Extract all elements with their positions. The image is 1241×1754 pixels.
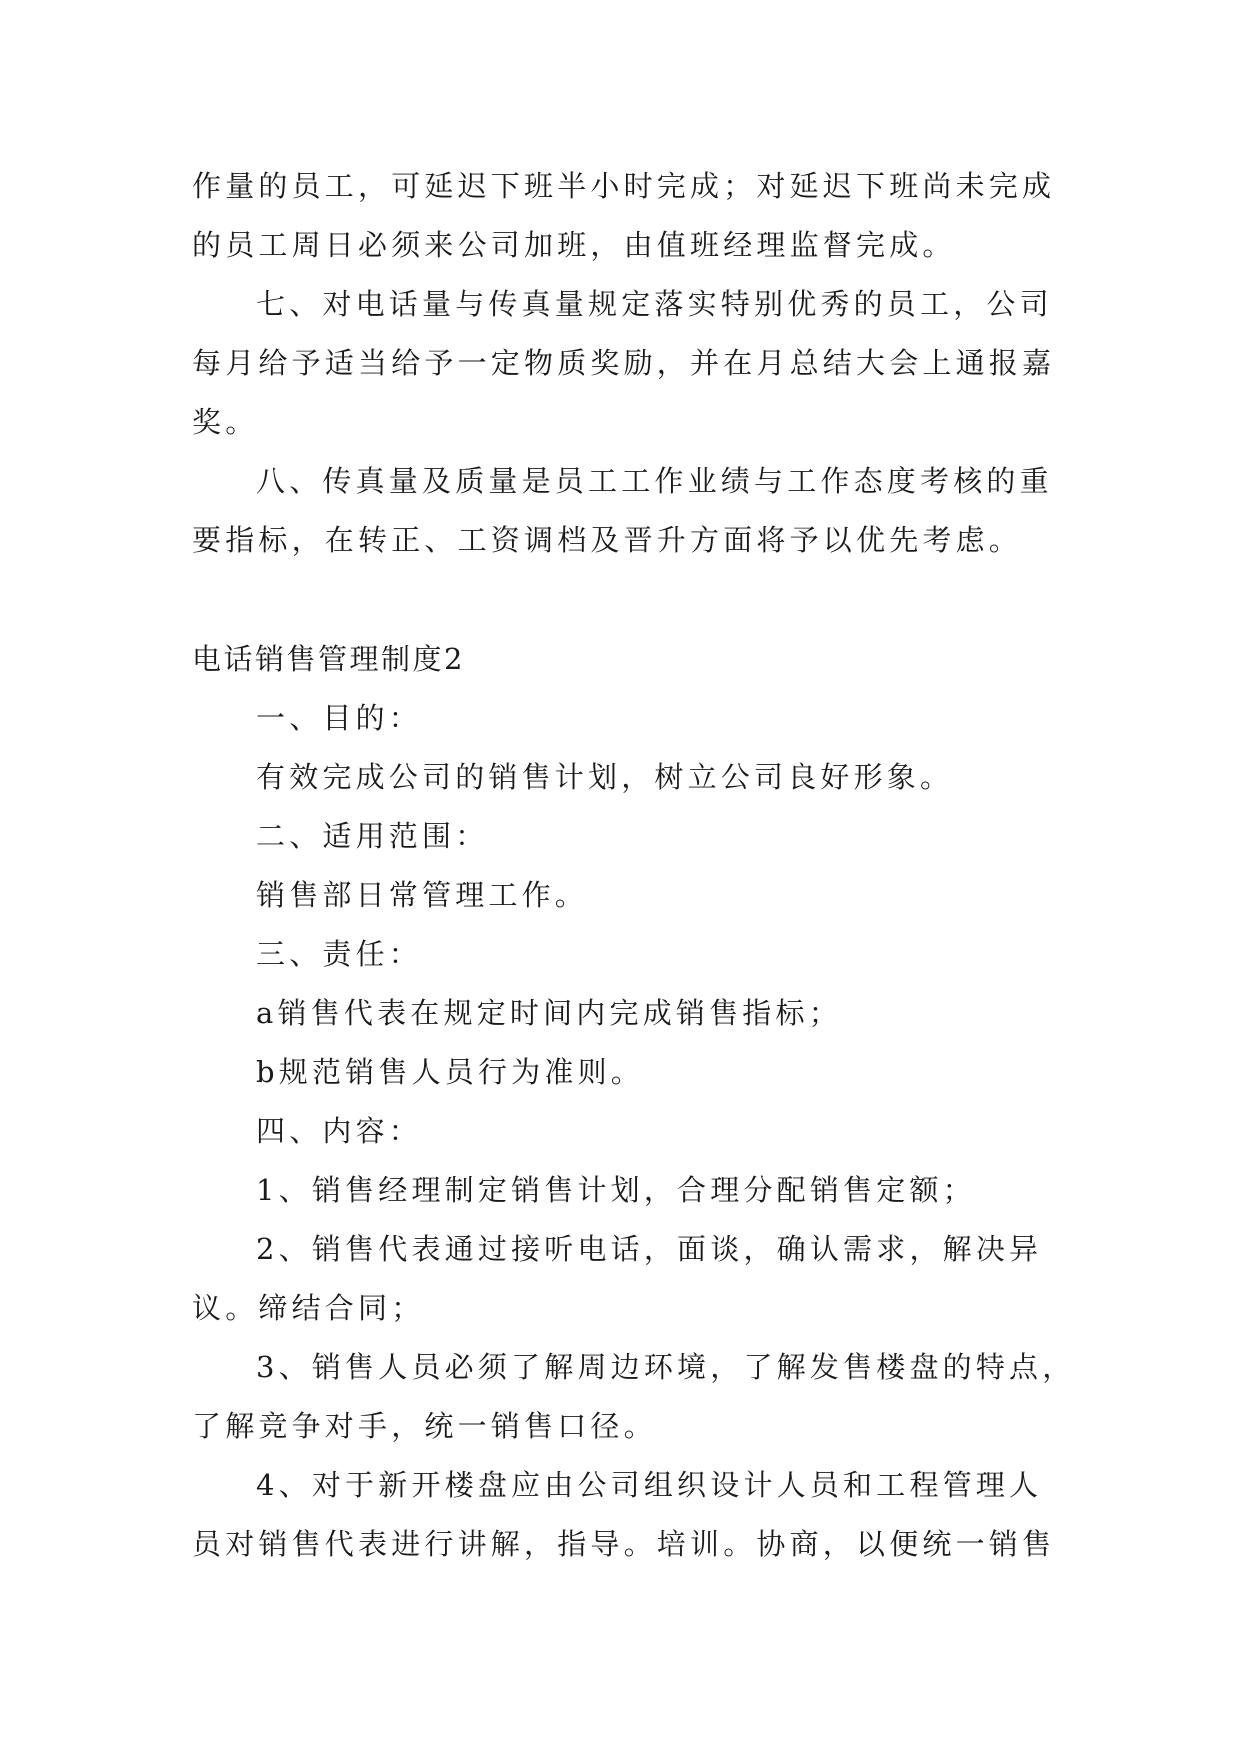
section-heading: 电话销售管理制度2 — [192, 642, 465, 676]
paragraph-line: 奖。 — [192, 405, 259, 439]
paragraph-line: 4、对于新开楼盘应由公司组织设计人员和工程管理人 — [256, 1468, 1043, 1502]
paragraph-line: 2、销售代表通过接听电话，面谈，确认需求，解决异 — [256, 1232, 1043, 1266]
paragraph-line: 二、适用范围： — [256, 819, 489, 853]
paragraph-line: 3、销售人员必须了解周边环境，了解发售楼盘的特点， — [256, 1350, 1076, 1384]
paragraph-line: 一、目的： — [256, 701, 423, 735]
section-gap — [192, 570, 1062, 630]
paragraph-line: 要指标，在转正、工资调档及晋升方面将予以优先考虑。 — [192, 523, 1023, 557]
paragraph-line: 有效完成公司的销售计划，树立公司良好形象。 — [256, 760, 954, 794]
paragraph-line: 八、传真量及质量是员工工作业绩与工作态度考核的重 — [256, 464, 1053, 498]
paragraph-line: 员对销售代表进行讲解，指导。培训。协商，以便统一销售 — [192, 1527, 1056, 1561]
paragraph-line: a销售代表在规定时间内完成销售指标； — [256, 996, 842, 1030]
paragraph-line: 三、责任： — [256, 937, 423, 971]
paragraph-line: 的员工周日必须来公司加班，由值班经理监督完成。 — [192, 228, 956, 262]
document-body — [192, 157, 1076, 1574]
paragraph-line: 四、内容： — [256, 1114, 423, 1148]
paragraph-line: b规范销售人员行为准则。 — [256, 1055, 644, 1089]
paragraph-line: 作量的员工，可延迟下班半小时完成；对延迟下班尚未完成 — [192, 169, 1056, 203]
paragraph-line: 七、对电话量与传真量规定落实特别优秀的员工，公司 — [256, 287, 1053, 321]
paragraph-line: 1、销售经理制定销售计划，合理分配销售定额； — [256, 1173, 976, 1207]
paragraph-line: 销售部日常管理工作。 — [256, 878, 589, 912]
paragraph-line: 了解竞争对手，统一销售口径。 — [192, 1409, 657, 1443]
paragraph-line: 议。缔结合同； — [192, 1291, 425, 1325]
paragraph-line: 每月给予适当给予一定物质奖励，并在月总结大会上通报嘉 — [192, 346, 1056, 380]
